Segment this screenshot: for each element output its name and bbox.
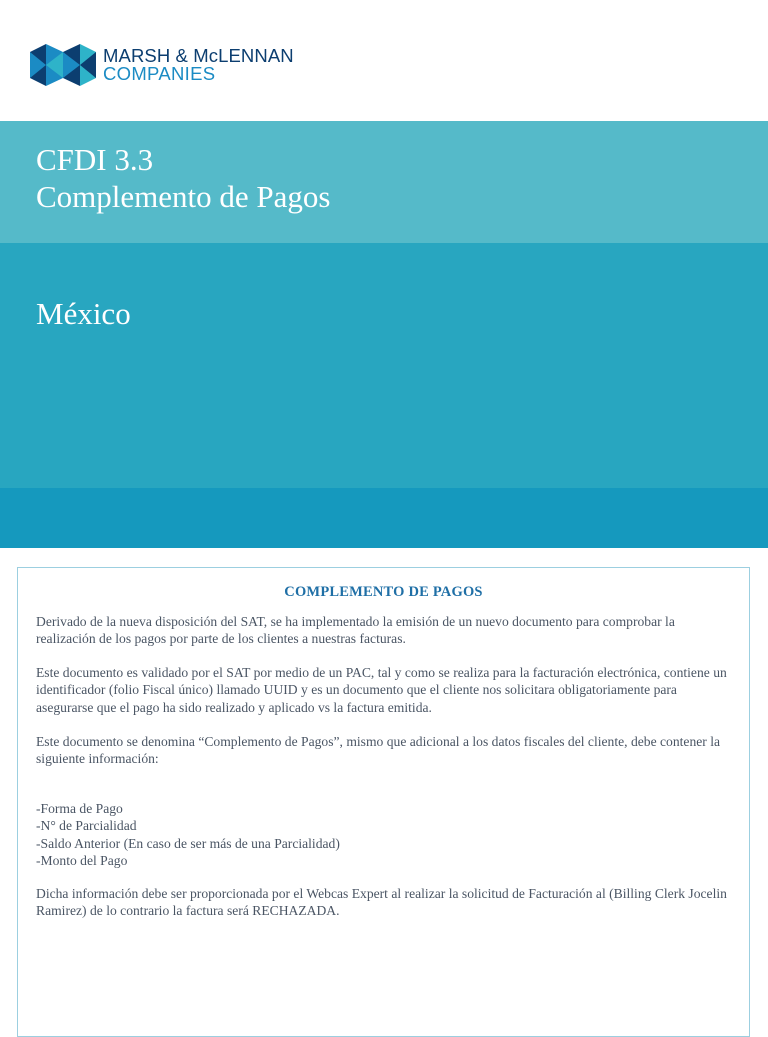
country-band — [0, 243, 768, 488]
document-title-line1: CFDI 3.3 — [36, 142, 154, 177]
content-panel — [17, 567, 750, 1037]
header-bar — [0, 0, 768, 121]
bottom-band — [0, 488, 768, 548]
list-item: -Saldo Anterior (En caso de ser más de una Parcialidad) — [36, 835, 340, 851]
logo-mark-icon — [30, 44, 96, 86]
company-logo — [30, 44, 294, 86]
list-item: -N° de Parcialidad — [36, 818, 137, 834]
paragraph-validation: Este documento es validado por el SAT por medio de un PAC, tal y como se realiza para la facturación electrónica, contiene un identificador (folio Fiscal único) llamado UUID y es un documento que el cliente nos solicitara obligatoriamente para asegurarse que el pago ha sido realizado y aplicado vs la factura emitida. — [36, 665, 727, 715]
paragraph-intro: Derivado de la nueva disposición del SAT, se ha implementado la emisión de un nuevo documento para comprobar la realización de los pagos por parte de los clientes a nuestras facturas. — [36, 614, 675, 647]
document-title-line2: Complemento de Pagos — [36, 179, 331, 214]
logo-text-line2: COMPANIES — [103, 63, 216, 84]
required-fields-list — [36, 800, 340, 870]
country-label: México — [36, 296, 131, 331]
paragraph-closing: Dicha información debe ser proporcionada por el Webcas Expert al realizar la solicitud de Facturación al (Billing Clerk Jocelin Ramirez) de lo contrario la factura será RECHAZADA. — [36, 886, 727, 919]
section-heading: COMPLEMENTO DE PAGOS — [284, 584, 483, 600]
paragraph-requirements: Este documento se denomina “Complemento de Pagos”, mismo que adicional a los datos fiscales del cliente, debe contener la siguiente información: — [36, 734, 721, 767]
logo-wordmark — [103, 44, 294, 84]
list-item: -Monto del Pago — [36, 853, 128, 869]
logo-text-line1: MARSH & McLENNAN — [103, 44, 294, 66]
list-item: -Forma de Pago — [36, 801, 123, 816]
